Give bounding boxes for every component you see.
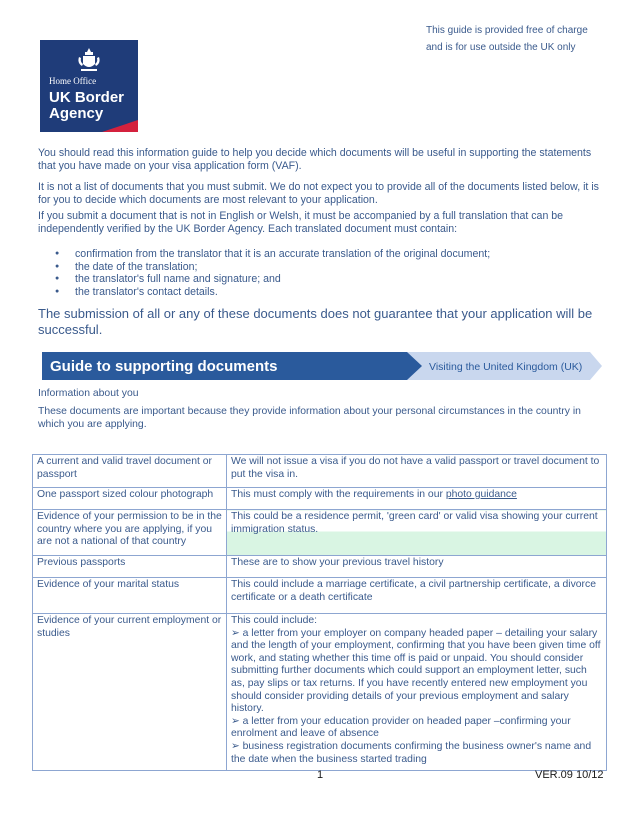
document-cell: Evidence of your current employment or studies <box>33 614 227 771</box>
table-row <box>33 578 607 614</box>
intro-paragraph-3: If you submit a document that is not in English or Welsh, it must be accompanied by a full translation that can be independently verified by the UK Border Agency. Each translated document must contain: <box>38 210 564 235</box>
banner-subtitle: Visiting the United Kingdom (UK) <box>429 361 583 373</box>
notice-line-1: This guide is provided free of charge <box>426 25 588 36</box>
supporting-documents-table <box>32 454 607 771</box>
logo-line-2: Agency <box>49 105 104 122</box>
info-text: This must comply with the requirements in our <box>231 489 446 500</box>
logo-red-corner <box>102 120 138 132</box>
info-cell <box>227 510 607 556</box>
document-cell: One passport sized colour photograph <box>33 488 227 510</box>
document-cell: Evidence of your marital status <box>33 578 227 614</box>
list-item: ➢ a letter from your employer on company headed paper – detailing your salary and the length of your employment, confirming that you have been given time off work, and stating whether this time off is paid or unpaid. You should consider submitting further documents which could support an employment letter, such as, pay slips or tax returns. If you have recently entered new employment you should consider providing details of your previous employment and salary history. <box>231 627 601 715</box>
document-cell: A current and valid travel document or passport <box>33 455 227 488</box>
list-item: ➢ a letter from your education provider on headed paper –confirming your enrolment and leave of absence <box>231 715 571 740</box>
free-of-charge-notice <box>426 22 626 56</box>
table-row <box>33 614 607 771</box>
list-item: ● confirmation from the translator that it is an accurate translation of the original document; <box>75 248 615 261</box>
info-text: This could be a residence permit, 'green card' or valid visa showing your current immigration status. <box>231 511 598 535</box>
section-description: These documents are important because they provide information about your personal circumstances in the country in which you are applying. <box>38 406 581 430</box>
info-cell: We will not issue a visa if you do not have a valid passport or travel document to put the visa in. <box>227 455 607 488</box>
list-item: ● the translator's full name and signature; and <box>75 273 615 286</box>
logo-home-office: Home Office <box>49 76 97 86</box>
notice-line-2: and is for use outside the UK only <box>426 42 576 53</box>
list-item: ● the date of the translation; <box>75 261 615 274</box>
intro-paragraph-1: You should read this information guide to help you decide which documents will be useful in supporting the statements that you have made on your visa application form (VAF). <box>38 147 592 172</box>
logo-line-1: UK Border <box>49 89 125 106</box>
photo-guidance-link[interactable]: photo guidance <box>445 489 517 500</box>
info-intro: This could include: <box>231 615 318 626</box>
guide-banner <box>42 352 602 380</box>
table-row <box>33 455 607 488</box>
uk-border-agency-logo <box>40 40 138 132</box>
translation-requirements-list <box>38 248 615 298</box>
intro-paragraph-2: It is not a list of documents that you must submit. We do not expect you to provide all of the documents listed below, it is for you to decide which documents are most relevant to your application. <box>38 181 599 206</box>
info-cell <box>227 614 607 771</box>
document-cell: Evidence of your permission to be in the country where you are applying, if you are not a national of that country <box>33 510 227 556</box>
list-item: ➢ business registration documents confirming the business owner's name and the date when the business started trading <box>231 740 592 765</box>
page-number: 1 <box>316 769 324 781</box>
info-cell: This could include a marriage certificate, a civil partnership certificate, a divorce certificate or a death certificate <box>227 578 607 614</box>
banner-title: Guide to supporting documents <box>50 358 278 375</box>
table-row <box>33 488 607 510</box>
guarantee-warning: The submission of all or any of these documents does not guarantee that your application will be successful. <box>38 306 593 337</box>
list-item: ● the translator's contact details. <box>75 286 615 299</box>
royal-crest-icon <box>76 46 102 74</box>
info-cell <box>227 488 607 510</box>
section-heading: Information about you <box>38 388 139 399</box>
document-cell: Previous passports <box>33 556 227 578</box>
table-row <box>33 556 607 578</box>
table-row <box>33 510 607 556</box>
info-cell: These are to show your previous travel history <box>227 556 607 578</box>
version-label: VER.09 10/12 <box>535 769 604 781</box>
